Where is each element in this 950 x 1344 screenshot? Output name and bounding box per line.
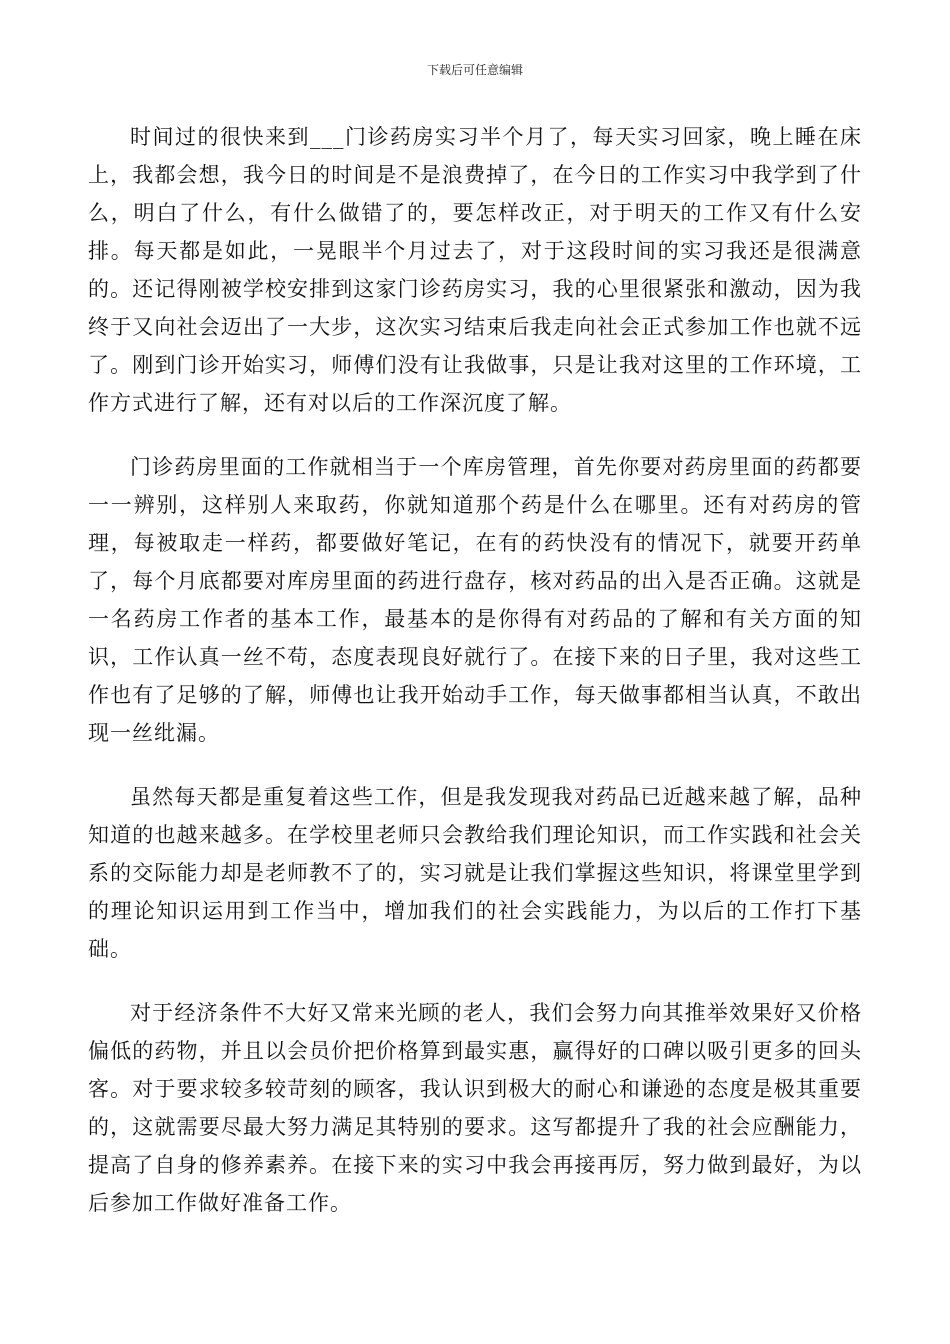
paragraph-1: 时间过的很快来到___门诊药房实习半个月了，每天实习回家，晚上睡在床上，我都会想，我今日的时间是不是浪费掉了，在今日的工作实习中我学到了什么，明白了什么，有什么做错了的，要怎样改正，对于明天的工作又有什么安排。每天都是如此，一晃眼半个月过去了，对于这段时间的实习我还是很满意的。还记得刚被学校安排到这家门诊药房实习，我的心里很紧张和激动，因为我终于又向社会迈出了一大步，这次实习结束后我走向社会正式参加工作也就不远了。刚到门诊开始实习，师傅们没有让我做事，只是让我对这里的工作环境，工作方式进行了解，还有对以后的工作深沉度了解。 <box>88 125 862 415</box>
paragraph-4: 对于经济条件不大好又常来光顾的老人，我们会努力向其推举效果好又价格偏低的药物，并且以会员价把价格算到最实惠，赢得好的口碑以吸引更多的回头客。对于要求较多较苛刻的顾客，我认识到极大的耐心和谦逊的态度是极其重要的，这就需要尽最大努力满足其特别的要求。这写都提升了我的社会应酬能力，提高了自身的修养素养。在接下来的实习中我会再接再厉，努力做到最好，为以后参加工作做好准备工作。 <box>88 1001 862 1215</box>
paragraph-2: 门诊药房里面的工作就相当于一个库房管理，首先你要对药房里面的药都要一一辨别，这样别人来取药，你就知道那个药是什么在哪里。还有对药房的管理，每被取走一样药，都要做好笔记，在有的药快没有的情况下，就要开药单了，每个月底都要对库房里面的药进行盘存，核对药品的出入是否正确。这就是一名药房工作者的基本工作，最基本的是你得有对药品的了解和有关方面的知识，工作认真一丝不苟，态度表现良好就行了。在接下来的日子里，我对这些工作也有了足够的了解，师傅也让我开始动手工作，每天做事都相当认真，不敢出现一丝纰漏。 <box>88 455 862 745</box>
paragraph-3: 虽然每天都是重复着这些工作，但是我发现我对药品已近越来越了解，品种知道的也越来越多。在学校里老师只会教给我们理论知识，而工作实践和社会关系的交际能力却是老师教不了的，实习就是让我们掌握这些知识，将课堂里学到的理论知识运用到工作当中，增加我们的社会实践能力，为以后的工作打下基础。 <box>88 785 862 961</box>
document-body <box>88 118 862 1248</box>
page-header-note: 下载后可任意编辑 <box>426 63 523 77</box>
